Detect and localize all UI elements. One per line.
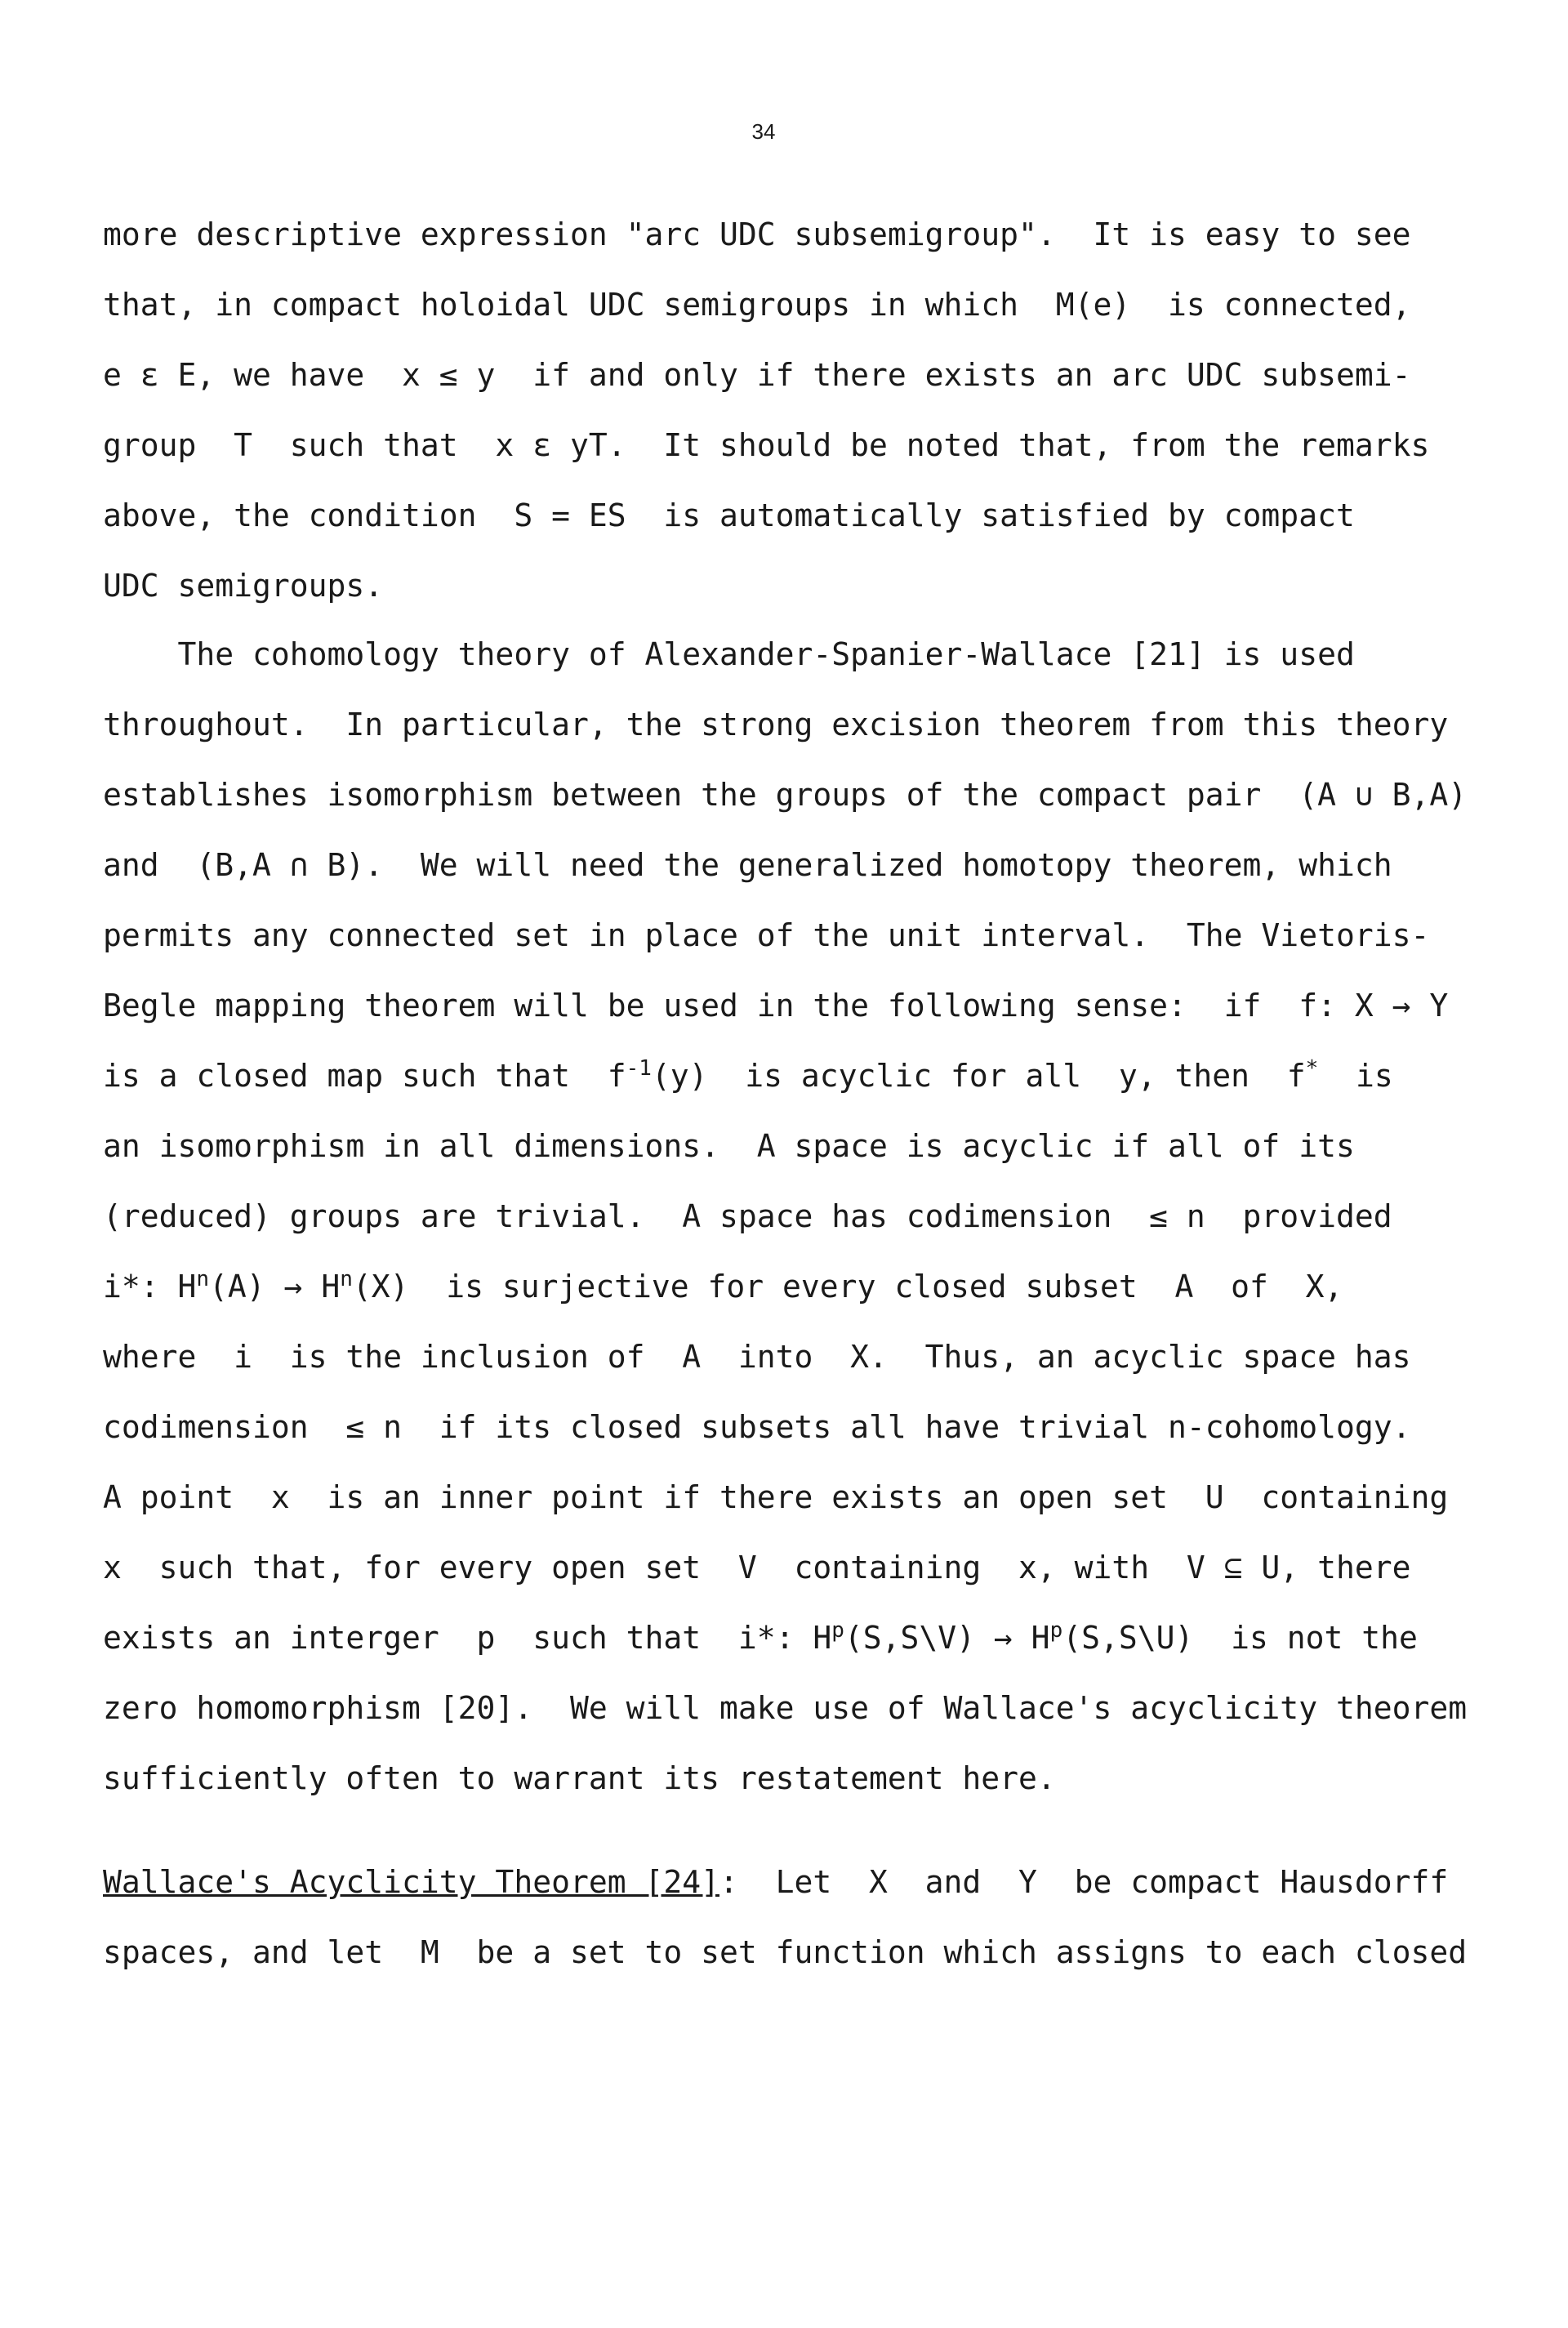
text-line: Begle mapping theorem will be used in the following sense: if f: X → Y <box>103 988 1449 1024</box>
paragraph-2 <box>103 619 1491 1813</box>
text-line <box>103 1847 1491 1917</box>
text-line: above, the condition S = ES is automatically satisfied by compact <box>103 497 1355 533</box>
text-line: more descriptive expression "arc UDC subsemigroup". It is easy to see <box>103 216 1411 252</box>
text-line <box>103 1603 1491 1673</box>
text-line: group T such that x ε yT. It should be noted that, from the remarks <box>103 427 1430 463</box>
text-line: (reduced) groups are trivial. A space has codimension ≤ n provided <box>103 1198 1392 1234</box>
superscript: n <box>340 1267 353 1291</box>
text-line: x such that, for every open set V containing x, with V ⊆ U, there <box>103 1550 1411 1585</box>
text-segment: is <box>1318 1058 1393 1094</box>
text-segment: (S,S\U) is not the <box>1062 1620 1418 1656</box>
superscript: n <box>196 1267 210 1291</box>
text-segment: exists an interger p such that i*: H <box>103 1620 832 1656</box>
superscript: p <box>1049 1618 1063 1643</box>
text-line: UDC semigroups. <box>103 568 384 604</box>
text-line: and (B,A ∩ B). We will need the generalized homotopy theorem, which <box>103 847 1392 883</box>
text-line: e ε E, we have x ≤ y if and only if there exists an arc UDC subsemi- <box>103 357 1411 393</box>
text-line <box>103 1041 1491 1111</box>
text-segment: is a closed map such that f <box>103 1058 626 1094</box>
text-line: that, in compact holoidal UDC semigroups in which M(e) is connected, <box>103 287 1411 323</box>
text-line: zero homomorphism [20]. We will make use of Wallace's acyclicity theorem <box>103 1690 1468 1726</box>
theorem-statement <box>103 1847 1491 1987</box>
text-segment: (y) is acyclic for all y, then f <box>651 1058 1306 1094</box>
superscript: * <box>1305 1056 1319 1081</box>
text-line: The cohomology theory of Alexander-Spanier-Wallace [21] is used <box>103 636 1355 672</box>
text-segment: (A) → H <box>209 1269 341 1304</box>
text-segment: (S,S\V) → H <box>844 1620 1050 1656</box>
page-number: 34 <box>751 119 776 144</box>
text-line: sufficiently often to warrant its restatement here. <box>103 1760 1056 1796</box>
text-line: spaces, and let M be a set to set function which assigns to each closed <box>103 1934 1468 1970</box>
superscript: -1 <box>626 1056 652 1081</box>
text-line: where i is the inclusion of A into X. Thus, an acyclic space has <box>103 1339 1411 1375</box>
text-line <box>103 1251 1491 1322</box>
text-segment: (X) is surjective for every closed subset A of X, <box>352 1269 1343 1304</box>
text-line: throughout. In particular, the strong excision theorem from this theory <box>103 707 1449 743</box>
text-line: A point x is an inner point if there exists an open set U containing <box>103 1479 1449 1515</box>
text-segment: i*: H <box>103 1269 197 1304</box>
text-line: an isomorphism in all dimensions. A space is acyclic if all of its <box>103 1128 1355 1164</box>
text-line: establishes isomorphism between the groups of the compact pair (A ∪ B,A) <box>103 777 1468 813</box>
theorem-heading: Wallace's Acyclicity Theorem [24] <box>103 1864 719 1900</box>
paragraph-1 <box>103 199 1491 621</box>
text-line: codimension ≤ n if its closed subsets all have trivial n-cohomology. <box>103 1409 1411 1445</box>
text-segment: : Let X and Y be compact Hausdorff <box>719 1864 1449 1900</box>
superscript: p <box>831 1618 844 1643</box>
text-line: permits any connected set in place of the unit interval. The Vietoris- <box>103 917 1430 953</box>
